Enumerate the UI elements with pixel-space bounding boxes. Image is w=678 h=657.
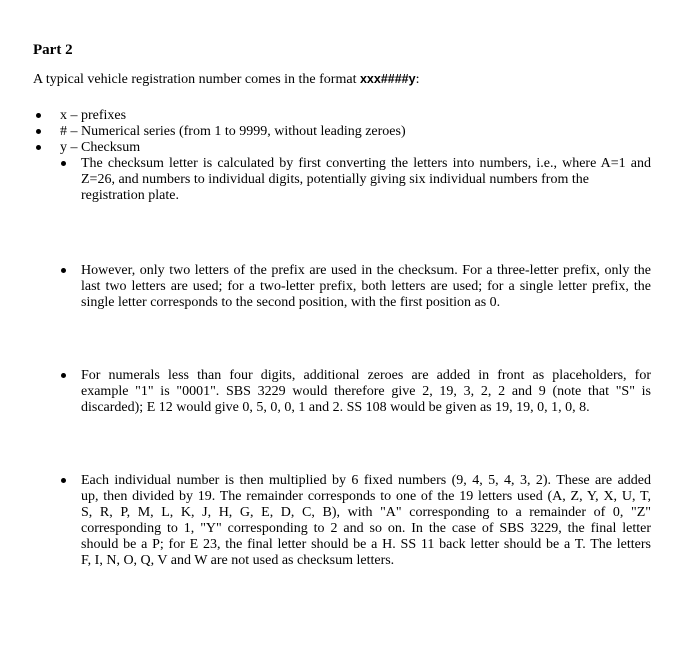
paragraph-line: last two letters are used; for a two-letter prefix, both letters are used; for a single letter prefix, the — [81, 279, 651, 294]
paragraph-line: F, I, N, O, Q, V and W are not used as checksum letters. — [81, 553, 395, 568]
paragraph-line: example "1" is "0001". SBS 3229 would therefore give 2, 19, 3, 2, 2 and 9 (note that "S" is — [81, 384, 651, 399]
bullet-checksum: y – Checksum — [60, 140, 141, 155]
bullet-numerical-series: # – Numerical series (from 1 to 9999, without leading zeroes) — [60, 124, 406, 139]
format-pattern: xxx####y — [359, 72, 416, 86]
intro-paragraph — [33, 70, 419, 89]
paragraph-line: Each individual number is then multiplied by 6 fixed numbers (9, 4, 5, 4, 3, 2). These are added — [81, 473, 651, 488]
sub-bullet-dot-icon — [61, 478, 66, 483]
paragraph-line: should be a P; for E 23, the final letter should be a H. SS 11 back letter should be a T. The letters — [81, 537, 651, 552]
bullet-dot-icon — [36, 129, 41, 134]
paragraph-line: However, only two letters of the prefix are used in the checksum. For a three-letter prefix, only the — [81, 263, 651, 278]
paragraph-line: Z=26, and numbers to individual digits, potentially giving six individual numbers from the — [81, 172, 589, 187]
intro-colon: : — [415, 72, 420, 87]
sub-bullet-dot-icon — [61, 268, 66, 273]
bullet-dot-icon — [36, 145, 41, 150]
section-title: Part 2 — [33, 42, 73, 58]
paragraph-line: S, R, P, M, L, K, J, H, G, E, D, C, B), with "A" corresponding to a remainder of 0, "Z" — [81, 505, 651, 520]
sub-bullet-dot-icon — [61, 161, 66, 166]
sub-bullet-multiplication — [81, 473, 651, 569]
sub-bullet-dot-icon — [61, 373, 66, 378]
paragraph-line: registration plate. — [81, 188, 179, 203]
paragraph-line: corresponding to 1, "Y" corresponding to 2 and so on. In the case of SBS 3229, the final letter — [81, 521, 651, 536]
sub-bullet-numerals — [81, 368, 651, 416]
paragraph-line: single letter corresponds to the second position, with the first position as 0. — [81, 295, 501, 310]
paragraph-line: discarded); E 12 would give 0, 5, 0, 0, 1 and 2. SS 108 would be given as 19, 19, 0, 1, 0, 8. — [81, 400, 590, 415]
bullet-prefixes: x – prefixes — [60, 108, 127, 123]
sub-bullet-conversion — [81, 156, 651, 204]
paragraph-line: The checksum letter is calculated by first converting the letters into numbers, i.e., where A=1 and — [81, 156, 651, 171]
intro-text: A typical vehicle registration number comes in the format — [33, 72, 360, 87]
bullet-dot-icon — [36, 113, 41, 118]
paragraph-line: up, then divided by 19. The remainder corresponds to one of the 19 letters used (A, Z, Y, X, U, T, — [81, 489, 651, 504]
paragraph-line: For numerals less than four digits, additional zeroes are added in front as placeholders, for — [81, 368, 651, 383]
sub-bullet-prefix-letters — [81, 263, 651, 311]
